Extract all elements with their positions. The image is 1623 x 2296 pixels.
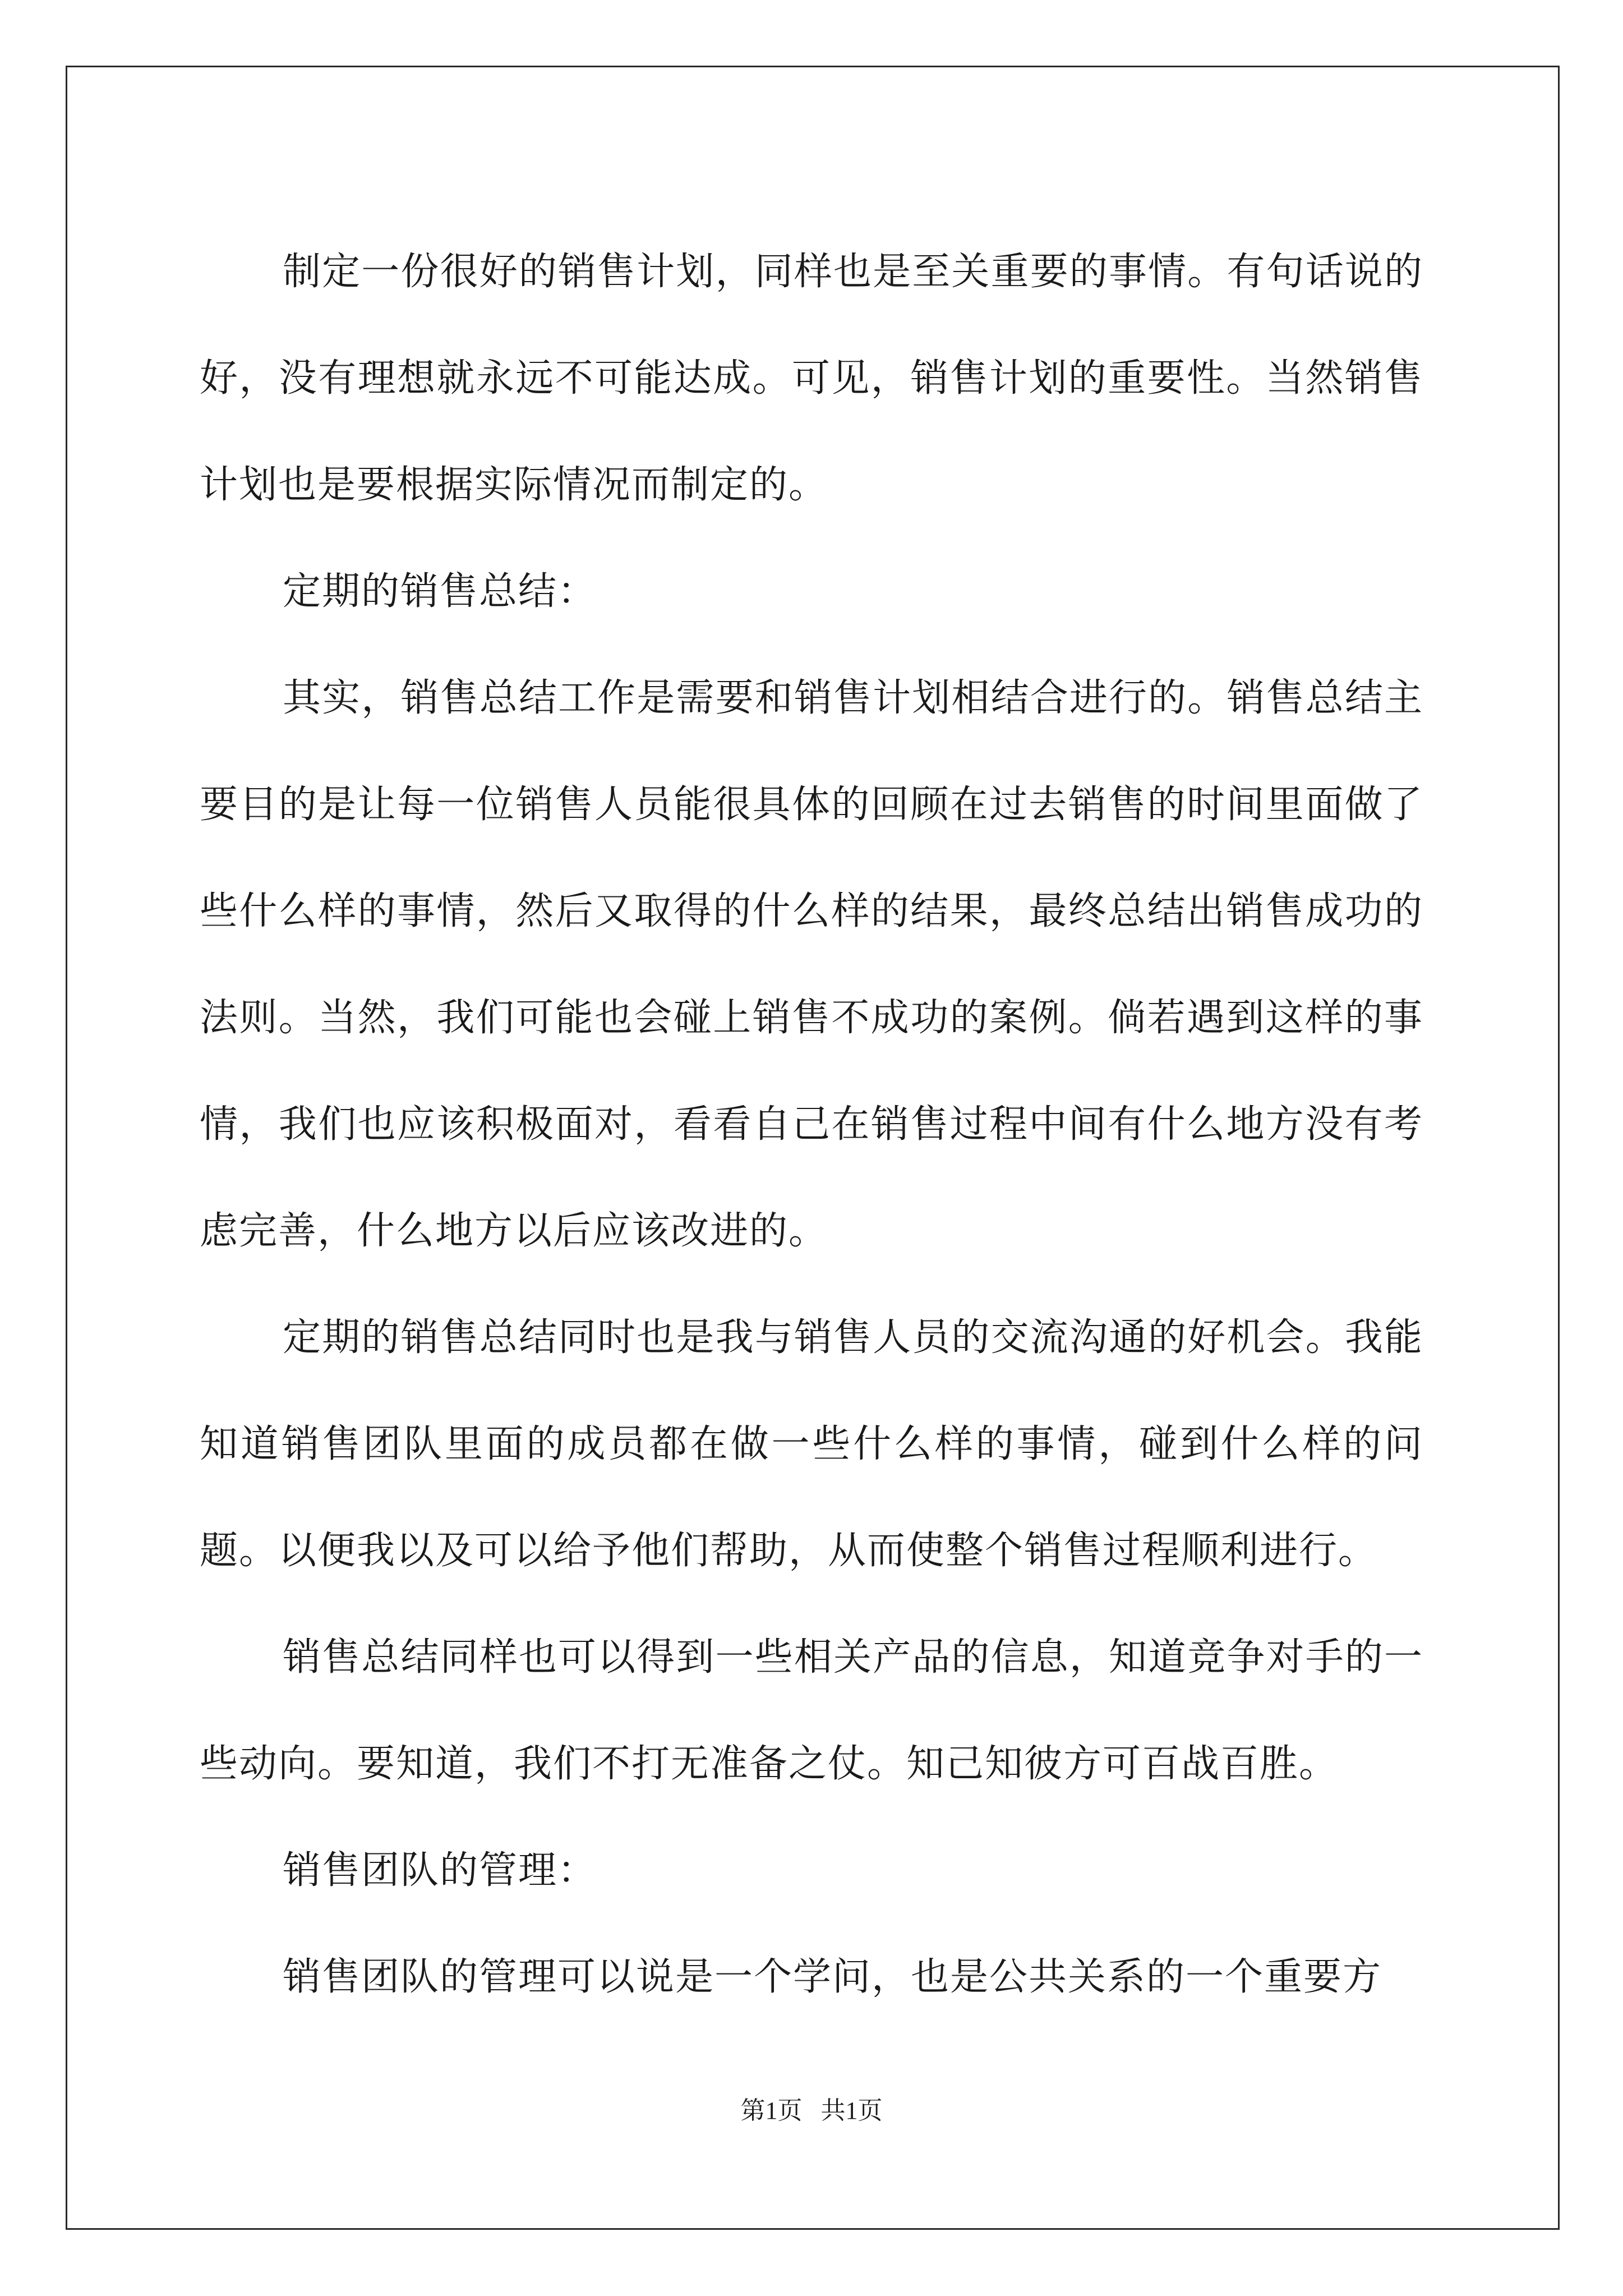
paragraph: 销售总结同样也可以得到一些相关产品的信息，知道竞争对手的一些动向。要知道，我们不打无准备之仗。知己知彼方可百战百胜。 xyxy=(200,1635,1423,1786)
page-footer: 第1页 共1页 xyxy=(740,2097,883,2124)
section-heading: 销售团队的管理： xyxy=(283,1848,597,1893)
paragraph: 制定一份很好的销售计划，同样也是至关重要的事情。有句话说的好，没有理想就永远不可能达成。可见，销售计划的重要性。当然销售计划也是要根据实际情况而制定的。 xyxy=(200,250,1423,507)
paragraph: 其实，销售总结工作是需要和销售计划相结合进行的。销售总结主要目的是让每一位销售人员能很具体的回顾在过去销售的时间里面做了些什么样的事情，然后又取得的什么样的结果，最终总结出销售成功的法则。当然，我们可能也会碰上销售不成功的案例。倘若遇到这样的事情，我们也应该积极面对，看看自己在销售过程中间有什么地方没有考虑完善，什么地方以后应该改进的。 xyxy=(200,676,1423,1253)
paragraph: 定期的销售总结同时也是我与销售人员的交流沟通的好机会。我能知道销售团队里面的成员都在做一些什么样的事情，碰到什么样的问题。以便我以及可以给予他们帮助，从而使整个销售过程顺利进行。 xyxy=(200,1315,1423,1573)
document-body xyxy=(200,219,1423,2031)
paragraph: 销售团队的管理可以说是一个学问，也是公共关系的一个重要方 xyxy=(283,1955,1382,1999)
section-heading: 定期的销售总结： xyxy=(283,569,597,614)
